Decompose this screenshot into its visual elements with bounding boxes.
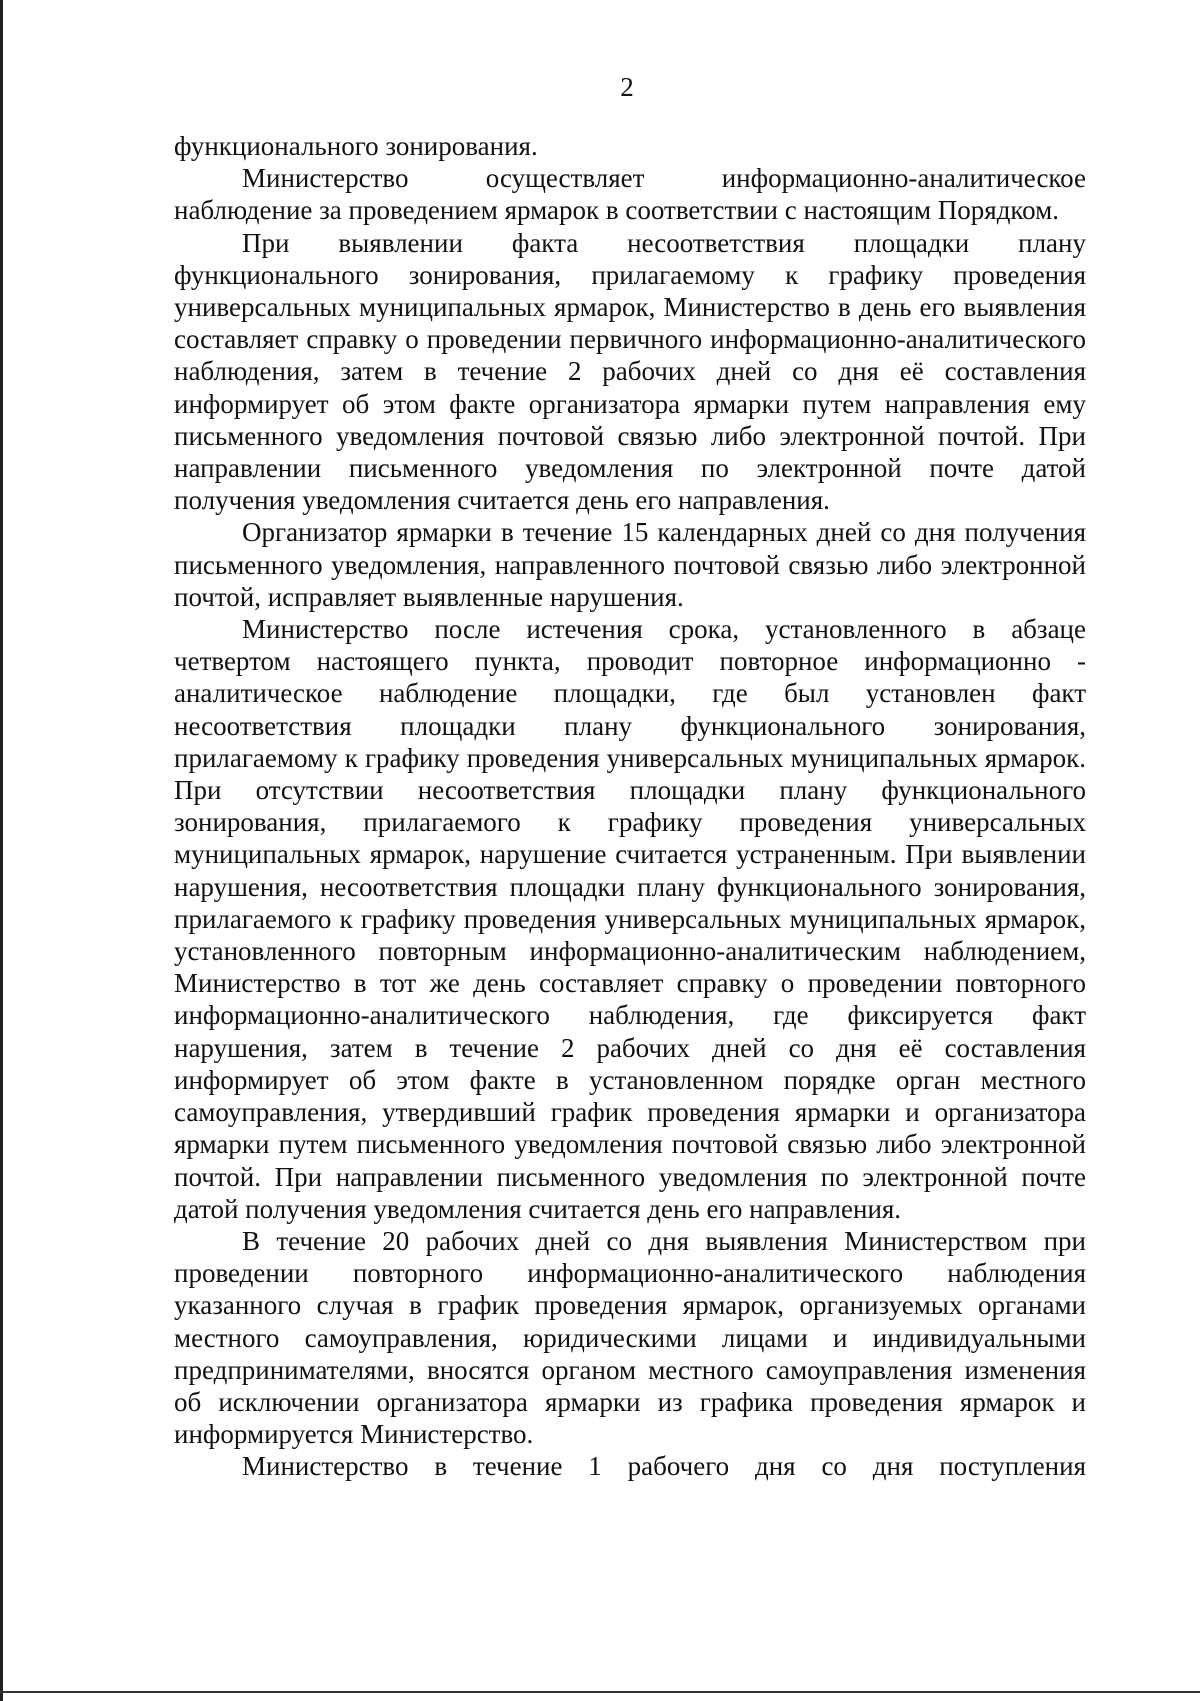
paragraph: Министерство после истечения срока, установленного в абзаце четвертом настоящего пункта, проводит повторное информационно - аналитическое наблюдение площадки, где был установлен факт несоответствия площадки плану функционального зонирования, прилагаемому к графику проведения универсальных муниципальных ярмарок. При отсутствии несоответствия площадки плану функционального зонирования, прилагаемого к графику проведения универсальных муниципальных ярмарок, нарушение считается устраненным. При выявлении нарушения, несоответствия площадки плану функционального зонирования, прилагаемого к графику проведения универсальных муниципальных ярмарок, установленного повторным информационно-аналитическим наблюдением, Министерство в тот же день составляет справку о проведении повторного информационно-аналитического наблюдения, где фиксируется факт нарушения, затем в течение 2 рабочих дней со дня её составления информирует об этом факте в установленном порядке орган местного самоуправления, утвердивший график проведения ярмарки и организатора ярмарки путем письменного уведомления почтовой связью либо электронной почтой. При направлении письменного уведомления по электронной почте датой получения уведомления считается день его направления.	[174, 614, 1086, 1224]
paragraph-continuation: функционального зонирования.	[174, 131, 538, 161]
paragraph: Министерство осуществляет информационно-аналитическое наблюдение за проведением ярмарок в соответствии с настоящим Порядком.	[174, 163, 1086, 226]
paragraph-continued-next-page: Министерство в течение 1 рабочего дня со дня поступления	[242, 1451, 1086, 1482]
scan-edge-bottom	[0, 1691, 1200, 1693]
paragraph: При выявлении факта несоответствия площадки плану функционального зонирования, прилагаемому к графику проведения универсальных муниципальных ярмарок, Министерство в день его выявления составляет справку о проведении первичного информационно-аналитического наблюдения, затем в течение 2 рабочих дней со дня её составления информирует об этом факте организатора ярмарки путем направления ему письменного уведомления почтовой связью либо электронной почтой. При направлении письменного уведомления по электронной почте датой получения уведомления считается день его направления.	[174, 227, 1086, 516]
scan-edge-left	[0, 0, 3, 1701]
paragraph: В течение 20 рабочих дней со дня выявления Министерством при проведении повторного информационно-аналитического наблюдения указанного случая в график проведения ярмарок, организуемых органами местного самоуправления, юридическими лицами и индивидуальными предпринимателями, вносятся органом местного самоуправления изменения об исключении организатора ярмарки из графика проведения ярмарок и информируется Министерство.	[174, 1225, 1086, 1450]
page-number: 2	[620, 72, 634, 102]
paragraph: Организатор ярмарки в течение 15 календарных дней со дня получения письменного уведомления, направленного почтовой связью либо электронной почтой, исправляет выявленные нарушения.	[174, 517, 1086, 612]
document-body	[174, 130, 1086, 1483]
